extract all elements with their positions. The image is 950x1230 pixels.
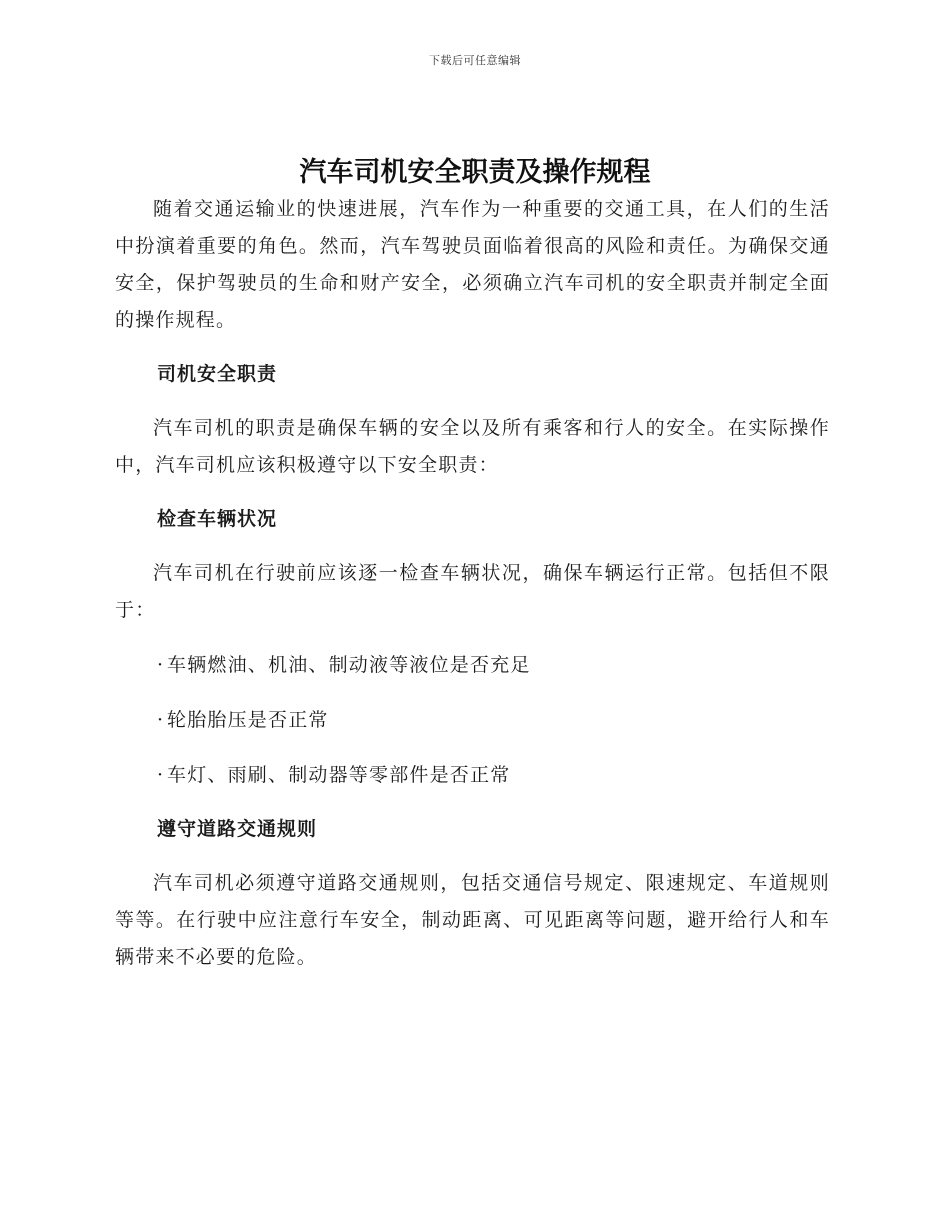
document-body: [115, 191, 830, 976]
list-item: [115, 647, 830, 684]
bullet-icon: ·: [157, 709, 165, 731]
section-paragraph-driver-duties: 汽车司机的职责是确保车辆的安全以及所有乘客和行人的安全。在实际操作中，汽车司机应该积极遵守以下安全职责：: [115, 417, 830, 476]
section-heading-driver-duties: 司机安全职责: [157, 363, 278, 385]
list-item-text: 轮胎胎压是否正常: [167, 709, 329, 731]
intro-paragraph: 随着交通运输业的快速进展，汽车作为一种重要的交通工具，在人们的生活中扮演着重要的角色。然而，汽车驾驶员面临着很高的风险和责任。为确保交通安全，保护驾驶员的生命和财产安全，必须确立汽车司机的安全职责并制定全面的操作规程。: [115, 198, 830, 331]
section-heading-traffic-rules: 遵守道路交通规则: [157, 818, 318, 840]
bullet-icon: ·: [157, 654, 165, 676]
section-heading-vehicle-check: 检查车辆状况: [157, 508, 278, 530]
bullet-icon: ·: [157, 764, 165, 786]
header-note: 下载后可任意编辑: [429, 54, 521, 67]
list-item: [115, 757, 830, 794]
section-paragraph-traffic-rules: 汽车司机必须遵守道路交通规则，包括交通信号规定、限速规定、车道规则等等。在行驶中应注意行车安全，制动距离、可见距离等问题，避开给行人和车辆带来不必要的危险。: [115, 872, 830, 968]
list-item-text: 车灯、雨刷、制动器等零部件是否正常: [167, 764, 511, 786]
document-title: 汽车司机安全职责及操作规程: [299, 157, 651, 188]
section-paragraph-vehicle-check: 汽车司机在行驶前应该逐一检查车辆状况，确保车辆运行正常。包括但不限于：: [115, 562, 830, 621]
list-item-text: 车辆燃油、机油、制动液等液位是否充足: [167, 654, 531, 676]
list-item: [115, 702, 830, 739]
